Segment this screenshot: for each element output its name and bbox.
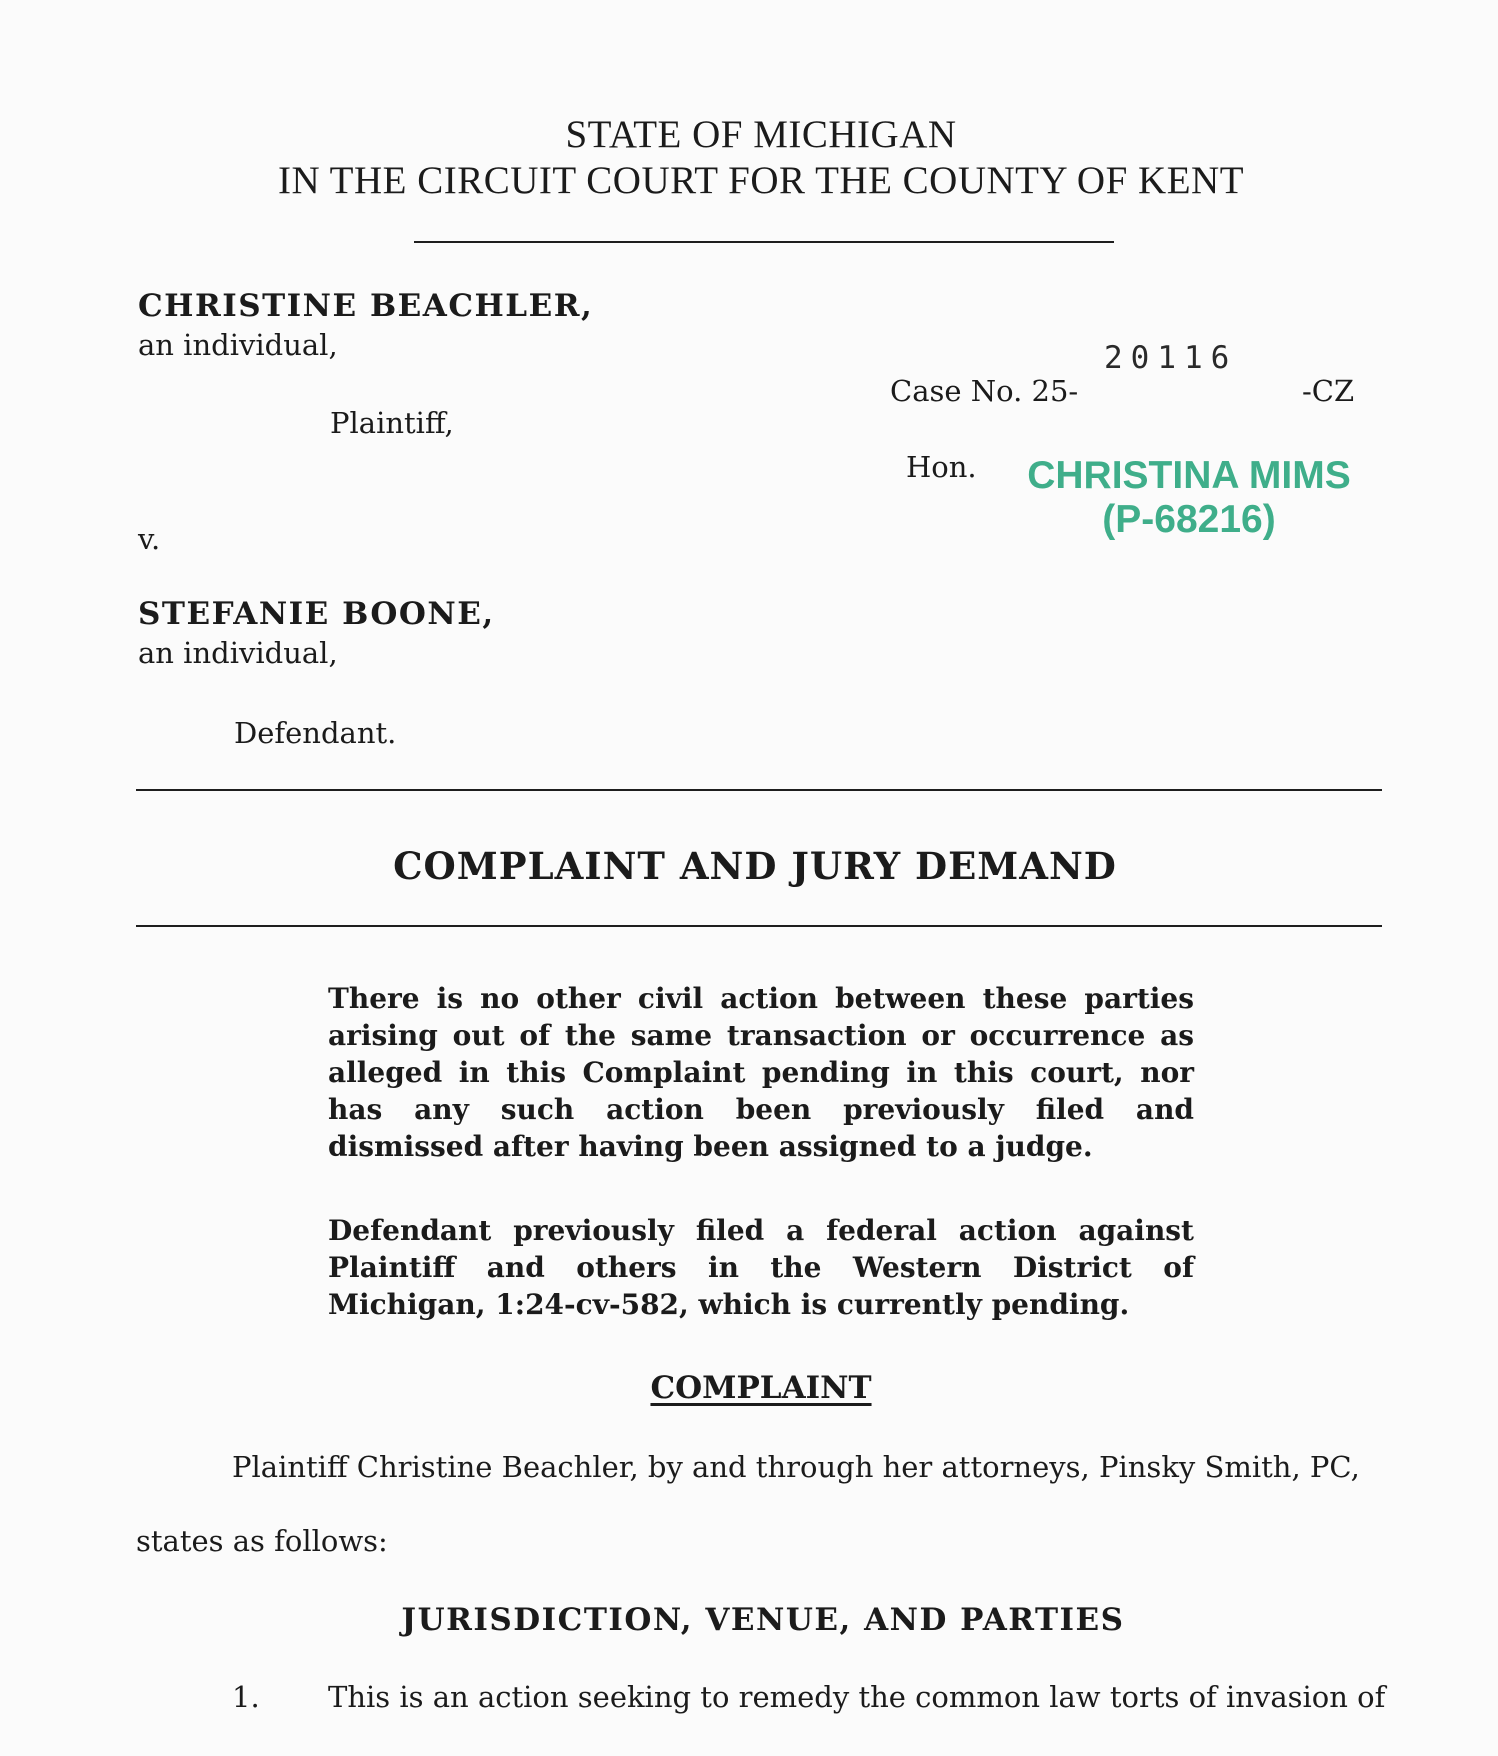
federal-action-notice: Defendant previously filed a federal action against Plaintiff and others in the Western District of Michigan, 1:24-cv-582, which is currently pending. bbox=[328, 1214, 1194, 1321]
title-bottom-rule bbox=[136, 925, 1382, 927]
versus: v. bbox=[138, 522, 161, 556]
caption-bottom-rule bbox=[136, 789, 1382, 791]
defendant-descriptor: an individual, bbox=[138, 636, 338, 670]
honorable-label: Hon. bbox=[906, 450, 977, 484]
related-action-notice: There is no other civil action between these parties arising out of the same transaction or occurrence as alleged in this Complaint pending in this court, nor has any such action been previously filed and dismissed after having been assigned to a judge. bbox=[328, 982, 1194, 1163]
defendant-role: Defendant. bbox=[234, 716, 397, 750]
judge-stamp bbox=[1016, 454, 1362, 542]
caption-top-rule bbox=[414, 241, 1114, 243]
plaintiff-descriptor: an individual, bbox=[138, 328, 338, 362]
case-number-suffix: -CZ bbox=[1302, 374, 1355, 408]
court-state: STATE OF MICHIGAN bbox=[565, 113, 957, 156]
judge-name: CHRISTINA MIMS bbox=[1027, 454, 1351, 497]
case-number-stamp: 20116 bbox=[1104, 340, 1238, 376]
jurisdiction-heading: JURISDICTION, VENUE, AND PARTIES bbox=[401, 1602, 1125, 1638]
defendant-name: STEFANIE BOONE, bbox=[138, 596, 495, 632]
judge-bar-number: (P-68216) bbox=[1102, 498, 1276, 541]
plaintiff-role: Plaintiff, bbox=[330, 406, 454, 440]
complaint-heading-text: COMPLAINT bbox=[650, 1370, 872, 1406]
plaintiff-name: CHRISTINE BEACHLER, bbox=[138, 288, 594, 324]
paragraph-1-text: This is an action seeking to remedy the common law torts of invasion of bbox=[328, 1680, 1386, 1714]
intro-line-1: Plaintiff Christine Beachler, by and through her attorneys, Pinsky Smith, PC, bbox=[232, 1450, 1360, 1484]
court-name: IN THE CIRCUIT COURT FOR THE COUNTY OF KENT bbox=[277, 159, 1245, 202]
intro-line-2: states as follows: bbox=[136, 1524, 388, 1558]
case-number-prefix: Case No. 25- bbox=[890, 374, 1079, 408]
complaint-heading bbox=[12, 1370, 1498, 1406]
document-title: COMPLAINT AND JURY DEMAND bbox=[393, 844, 1117, 888]
paragraph-1-number: 1. bbox=[232, 1680, 260, 1714]
